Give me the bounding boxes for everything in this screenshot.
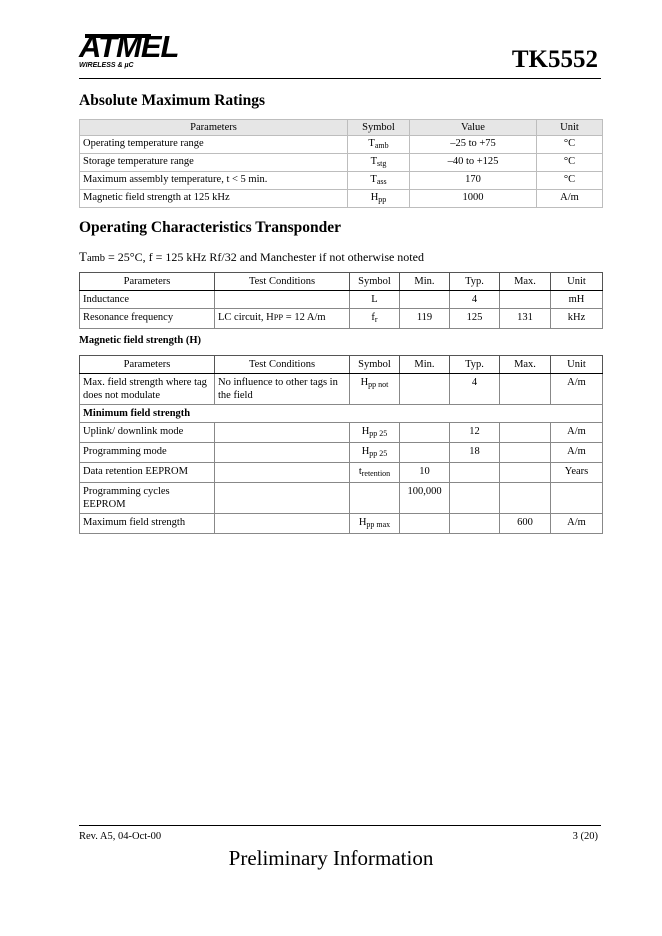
- typ-cell: 12: [450, 423, 500, 443]
- condition-cell: [215, 291, 350, 309]
- col-header: Parameters: [80, 120, 348, 136]
- unit-cell: °C: [537, 136, 603, 154]
- condition-cell: No influence to other tags in the field: [215, 374, 350, 405]
- unit-cell: Years: [551, 463, 603, 483]
- param-cell: Max. field strength where tag does not modulate: [80, 374, 215, 405]
- symbol-cell: L: [350, 291, 400, 309]
- max-cell: 600: [500, 514, 551, 534]
- typ-cell: 18: [450, 443, 500, 463]
- table-header-row: [80, 273, 603, 291]
- value-cell: 1000: [410, 190, 537, 208]
- value-cell: –25 to +75: [410, 136, 537, 154]
- symbol-cell: $f_r$: [350, 309, 400, 329]
- table-row: [80, 423, 603, 443]
- max-cell: [500, 423, 551, 443]
- param-cell: Magnetic field strength at 125 kHz: [80, 190, 348, 208]
- table-row: [80, 291, 603, 309]
- table-row: [80, 443, 603, 463]
- unit-cell: A/m: [551, 514, 603, 534]
- table-row: [80, 514, 603, 534]
- mag-field-table: [79, 355, 603, 534]
- document-title: TK5552: [511, 46, 598, 73]
- col-header: Max.: [500, 356, 551, 374]
- min-cell: 119: [400, 309, 450, 329]
- max-cell: 131: [500, 309, 551, 329]
- op-char-table: [79, 272, 603, 329]
- typ-cell: 4: [450, 374, 500, 405]
- typ-cell: [450, 483, 500, 514]
- max-cell: [500, 291, 551, 309]
- condition-cell: [215, 463, 350, 483]
- table-row: [80, 190, 603, 208]
- unit-cell: kHz: [551, 309, 603, 329]
- unit-cell: [551, 483, 603, 514]
- typ-cell: 125: [450, 309, 500, 329]
- symbol-cell: [350, 483, 400, 514]
- abs-max-heading: Absolute Maximum Ratings: [79, 92, 266, 109]
- symbol-cell: $H_{pp not}$: [350, 374, 400, 405]
- unit-cell: A/m: [537, 190, 603, 208]
- max-cell: [500, 483, 551, 514]
- unit-cell: A/m: [551, 423, 603, 443]
- col-header: Symbol: [350, 356, 400, 374]
- header-rule: [79, 78, 601, 79]
- table-row: [80, 154, 603, 172]
- param-cell: Storage temperature range: [80, 154, 348, 172]
- mag-field-subheading: Magnetic field strength (H): [79, 335, 201, 346]
- min-cell: 10: [400, 463, 450, 483]
- col-header: Typ.: [450, 356, 500, 374]
- min-cell: [400, 374, 450, 405]
- min-cell: [400, 443, 450, 463]
- table-row: [80, 483, 603, 514]
- test-conditions-note: Tamb = 25°C, f = 125 kHz Rf/32 and Manchester if not otherwise noted: [79, 249, 424, 264]
- col-header: Symbol: [348, 120, 410, 136]
- condition-cell: LC circuit, HPP = 12 A/m: [215, 309, 350, 329]
- group-label: Minimum field strength: [80, 405, 603, 423]
- condition-cell: [215, 514, 350, 534]
- symbol-cell: $T_{amb}$: [348, 136, 410, 154]
- condition-cell: [215, 423, 350, 443]
- param-cell: Operating temperature range: [80, 136, 348, 154]
- min-cell: [400, 423, 450, 443]
- atmel-logo: [79, 29, 179, 76]
- page-number: 3 (20): [572, 831, 598, 842]
- param-cell: Programming cycles EEPROM: [80, 483, 215, 514]
- max-cell: [500, 443, 551, 463]
- col-header: Test Conditions: [215, 356, 350, 374]
- typ-cell: 4: [450, 291, 500, 309]
- unit-cell: °C: [537, 172, 603, 190]
- abs-max-table: [79, 119, 603, 208]
- param-cell: Data retention EEPROM: [80, 463, 215, 483]
- symbol-cell: $H_{pp 25}$: [350, 443, 400, 463]
- condition-cell: [215, 483, 350, 514]
- revision-label: Rev. A5, 04-Oct-00: [79, 831, 162, 842]
- op-char-heading: Operating Characteristics Transponder: [79, 219, 342, 236]
- value-cell: –40 to +125: [410, 154, 537, 172]
- max-cell: [500, 463, 551, 483]
- symbol-cell: $T_{stg}$: [348, 154, 410, 172]
- col-header: Typ.: [450, 273, 500, 291]
- logo-subtitle: WIRELESS & µC: [79, 62, 134, 69]
- condition-cell: [215, 443, 350, 463]
- symbol-cell: $H_{pp max}$: [350, 514, 400, 534]
- group-row: [80, 405, 603, 423]
- unit-cell: °C: [537, 154, 603, 172]
- logo-wordmark: ATMEL: [79, 29, 179, 64]
- symbol-cell: $H_{pp 25}$: [350, 423, 400, 443]
- col-header: Unit: [551, 356, 603, 374]
- min-cell: [400, 291, 450, 309]
- symbol-cell: $H_{pp}$: [348, 190, 410, 208]
- col-header: Parameters: [80, 273, 215, 291]
- value-cell: 170: [410, 172, 537, 190]
- typ-cell: [450, 463, 500, 483]
- col-header: Value: [410, 120, 537, 136]
- unit-cell: mH: [551, 291, 603, 309]
- typ-cell: [450, 514, 500, 534]
- param-cell: Maximum field strength: [80, 514, 215, 534]
- table-row: [80, 172, 603, 190]
- param-cell: Uplink/ downlink mode: [80, 423, 215, 443]
- table-row: [80, 463, 603, 483]
- symbol-cell: $T_{ass}$: [348, 172, 410, 190]
- param-cell: Resonance frequency: [80, 309, 215, 329]
- table-header-row: [80, 120, 603, 136]
- preliminary-label: Preliminary Information: [228, 846, 434, 870]
- col-header: Unit: [551, 273, 603, 291]
- col-header: Max.: [500, 273, 551, 291]
- col-header: Unit: [537, 120, 603, 136]
- footer-rule: [79, 825, 601, 826]
- min-cell: [400, 514, 450, 534]
- table-header-row: [80, 356, 603, 374]
- min-cell: 100,000: [400, 483, 450, 514]
- symbol-cell: $t_{retention}$: [350, 463, 400, 483]
- col-header: Test Conditions: [215, 273, 350, 291]
- col-header: Min.: [400, 356, 450, 374]
- unit-cell: A/m: [551, 374, 603, 405]
- table-row: [80, 136, 603, 154]
- col-header: Symbol: [350, 273, 400, 291]
- param-cell: Programming mode: [80, 443, 215, 463]
- col-header: Parameters: [80, 356, 215, 374]
- table-row: [80, 374, 603, 405]
- col-header: Min.: [400, 273, 450, 291]
- unit-cell: A/m: [551, 443, 603, 463]
- max-cell: [500, 374, 551, 405]
- param-cell: Maximum assembly temperature, t < 5 min.: [80, 172, 348, 190]
- table-row: [80, 309, 603, 329]
- param-cell: Inductance: [80, 291, 215, 309]
